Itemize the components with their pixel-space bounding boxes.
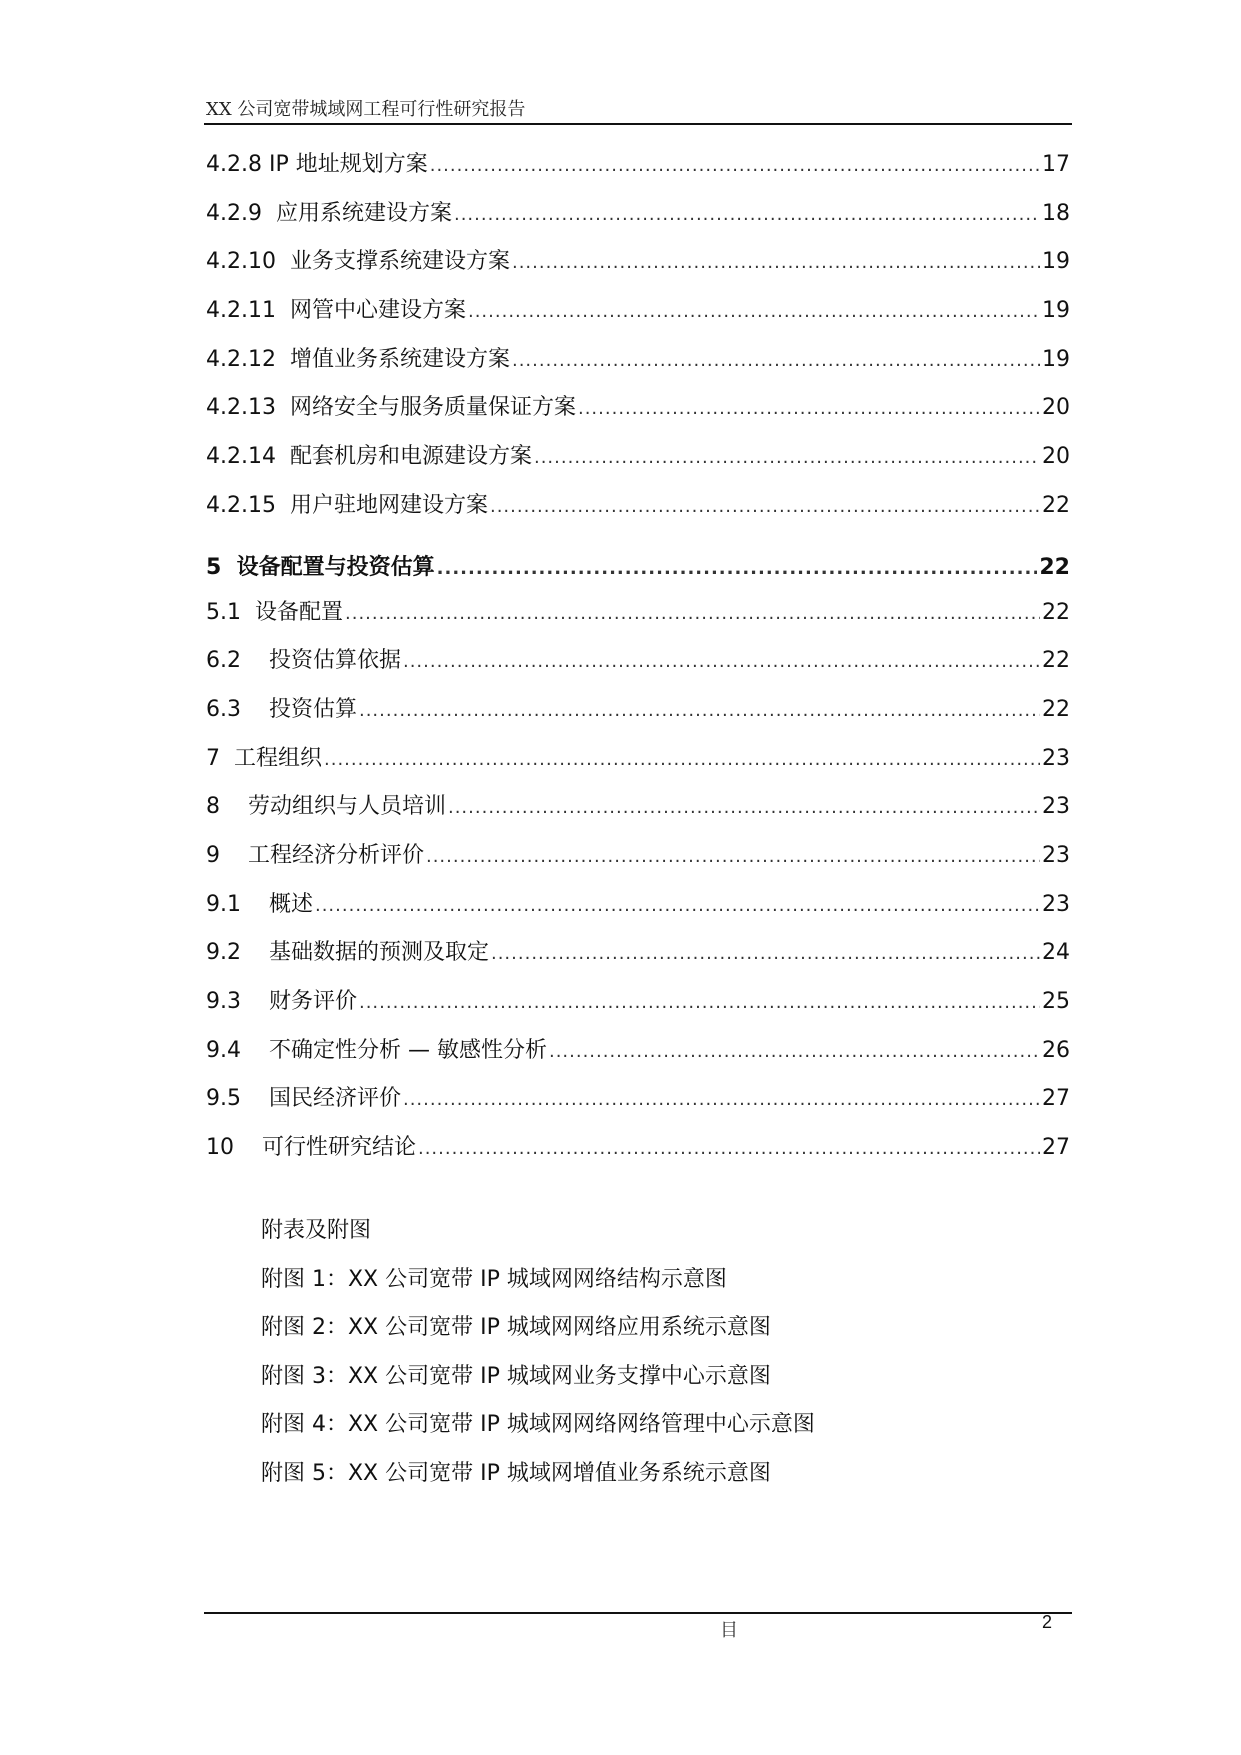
toc-entry[interactable] bbox=[206, 196, 1070, 245]
appendix-heading: 附表及附图 bbox=[261, 1218, 372, 1243]
toc-dot-leader bbox=[430, 155, 1040, 176]
toc-dot-leader bbox=[534, 447, 1040, 468]
toc-entry-page: 24 bbox=[1042, 940, 1070, 966]
header-rule bbox=[204, 123, 1072, 125]
toc-entry-page: 19 bbox=[1042, 249, 1070, 275]
toc-entry-title: 可行性研究结论 bbox=[234, 1135, 416, 1161]
toc-entry[interactable] bbox=[206, 439, 1070, 488]
toc-entry[interactable] bbox=[206, 1081, 1070, 1130]
toc-entry-number: 5 bbox=[206, 554, 222, 580]
toc-dot-leader bbox=[403, 651, 1040, 672]
toc-entry[interactable] bbox=[206, 1033, 1070, 1082]
toc-entry-title: 工程经济分析评价 bbox=[220, 842, 424, 868]
toc-entry-page: 22 bbox=[1042, 696, 1070, 722]
toc-entry-page: 22 bbox=[1042, 492, 1070, 518]
toc-entry-page: 19 bbox=[1042, 298, 1070, 324]
toc-entry-title: 基础数据的预测及取定 bbox=[241, 940, 489, 966]
appendix-list bbox=[261, 1213, 815, 1504]
toc-dot-leader bbox=[359, 700, 1040, 721]
toc-entry[interactable] bbox=[206, 1130, 1070, 1179]
toc-entry[interactable] bbox=[206, 550, 1070, 595]
toc-entry[interactable] bbox=[206, 741, 1070, 790]
toc-entry-title: 投资估算 bbox=[241, 696, 357, 722]
toc-dot-leader bbox=[403, 1089, 1040, 1110]
toc-entry-title: 配套机房和电源建设方案 bbox=[275, 444, 532, 470]
toc-entry-number: 6.3 bbox=[206, 696, 241, 722]
appendix-item[interactable]: 附图 4：XX 公司宽带 IP 城域网网络网络管理中心示意图 bbox=[261, 1412, 815, 1437]
toc-dot-leader bbox=[512, 350, 1040, 371]
toc-entry-title: 投资估算依据 bbox=[241, 648, 401, 674]
toc-entry-page: 27 bbox=[1042, 1135, 1070, 1161]
toc-entry-number: 8 bbox=[206, 794, 220, 820]
toc-entry[interactable] bbox=[206, 692, 1070, 741]
toc-entry-number: 4.2.9 bbox=[206, 200, 262, 226]
toc-entry-number: 6.2 bbox=[206, 648, 241, 674]
toc-entry[interactable] bbox=[206, 147, 1070, 196]
toc-entry-title: 设备配置 bbox=[241, 599, 343, 625]
toc-entry-page: 26 bbox=[1042, 1037, 1070, 1063]
page-header-title: XX 公司宽带城域网工程可行性研究报告 bbox=[206, 99, 526, 120]
appendix-item[interactable]: 附图 5：XX 公司宽带 IP 城域网增值业务系统示意图 bbox=[261, 1460, 771, 1486]
toc-entry-title: 应用系统建设方案 bbox=[261, 200, 452, 226]
toc-entry[interactable] bbox=[206, 789, 1070, 838]
toc-dot-leader bbox=[426, 846, 1040, 867]
toc-entry-page: 18 bbox=[1042, 200, 1070, 226]
appendix-item[interactable]: 附图 2：XX 公司宽带 IP 城域网网络应用系统示意图 bbox=[261, 1315, 771, 1340]
toc-entry-number: 4.2.8 bbox=[206, 152, 262, 177]
toc-dot-leader bbox=[454, 204, 1040, 225]
toc-entry[interactable] bbox=[206, 935, 1070, 984]
toc-entry-number: 9 bbox=[206, 842, 220, 868]
toc-entry-page: 23 bbox=[1042, 794, 1070, 820]
toc-entry-title: 劳动组织与人员培训 bbox=[220, 794, 446, 820]
toc-entry-page: 25 bbox=[1042, 989, 1070, 1014]
toc-entry-page: 23 bbox=[1042, 745, 1070, 771]
toc-dot-leader bbox=[490, 496, 1040, 517]
toc-dot-leader bbox=[468, 301, 1040, 322]
toc-entry-number: 9.2 bbox=[206, 940, 241, 966]
toc-entry-number: 5.1 bbox=[206, 599, 241, 625]
toc-entry-title: 增值业务系统建设方案 bbox=[275, 346, 510, 372]
toc-entry[interactable] bbox=[206, 984, 1070, 1033]
toc-entry-number: 4.2.12 bbox=[206, 346, 276, 372]
toc-entry-title: 国民经济评价 bbox=[241, 1086, 401, 1112]
toc-entry-number: 4.2.11 bbox=[206, 298, 276, 324]
toc-entry-title: 业务支撑系统建设方案 bbox=[275, 249, 510, 275]
footer-rule bbox=[204, 1612, 1072, 1614]
toc-entry-page: 17 bbox=[1042, 152, 1070, 177]
toc-entry-page: 22 bbox=[1039, 554, 1070, 580]
toc-entry-title: 网络安全与服务质量保证方案 bbox=[275, 395, 576, 421]
toc-entry-number: 9.5 bbox=[206, 1086, 241, 1112]
toc-entry-title: 不确定性分析 — 敏感性分析 bbox=[241, 1037, 547, 1063]
toc-entry[interactable] bbox=[206, 643, 1070, 692]
toc-entry[interactable] bbox=[206, 595, 1070, 644]
toc-entry[interactable] bbox=[206, 244, 1070, 293]
toc-entry-number: 10 bbox=[206, 1135, 234, 1161]
toc-entry-title: 网管中心建设方案 bbox=[275, 298, 466, 324]
toc-dot-leader bbox=[491, 943, 1040, 964]
table-of-contents bbox=[206, 147, 1070, 1179]
appendix-item[interactable]: 附图 1：XX 公司宽带 IP 城域网网络结构示意图 bbox=[261, 1266, 727, 1292]
toc-entry-number: 9.4 bbox=[206, 1037, 241, 1063]
toc-entry-page: 23 bbox=[1042, 891, 1070, 917]
toc-entry[interactable] bbox=[206, 838, 1070, 887]
toc-dot-leader bbox=[448, 797, 1040, 818]
toc-entry[interactable] bbox=[206, 293, 1070, 342]
toc-entry[interactable] bbox=[206, 342, 1070, 391]
toc-entry-number: 4.2.13 bbox=[206, 395, 276, 421]
toc-entry-title: IP 地址规划方案 bbox=[261, 152, 428, 177]
toc-entry-number: 9.3 bbox=[206, 989, 241, 1014]
page-number: 2 bbox=[1042, 1612, 1053, 1632]
toc-entry-number: 4.2.14 bbox=[206, 444, 276, 470]
footer-label: 目 bbox=[720, 1620, 738, 1641]
toc-entry[interactable] bbox=[206, 488, 1070, 537]
toc-entry-title: 工程组织 bbox=[220, 745, 322, 771]
toc-dot-leader bbox=[512, 252, 1040, 273]
toc-entry-page: 20 bbox=[1042, 395, 1070, 421]
toc-entry-number: 4.2.10 bbox=[206, 249, 276, 275]
toc-entry-number: 7 bbox=[206, 745, 220, 771]
toc-entry-page: 22 bbox=[1042, 648, 1070, 674]
toc-entry-title: 设备配置与投资估算 bbox=[221, 554, 435, 580]
toc-dot-leader bbox=[315, 895, 1040, 916]
toc-entry-page: 27 bbox=[1042, 1086, 1070, 1112]
toc-dot-leader bbox=[578, 398, 1040, 419]
toc-dot-leader bbox=[418, 1138, 1040, 1159]
toc-dot-leader bbox=[359, 992, 1040, 1013]
toc-dot-leader bbox=[345, 603, 1040, 624]
toc-entry-page: 23 bbox=[1042, 842, 1070, 868]
toc-entry-number: 4.2.15 bbox=[206, 492, 276, 518]
toc-entry[interactable] bbox=[206, 390, 1070, 439]
toc-entry-number: 9.1 bbox=[206, 891, 241, 917]
toc-dot-leader bbox=[324, 749, 1040, 770]
toc-entry-title: 概述 bbox=[241, 891, 313, 917]
appendix-item[interactable]: 附图 3：XX 公司宽带 IP 城域网业务支撑中心示意图 bbox=[261, 1363, 771, 1389]
toc-dot-leader bbox=[549, 1041, 1040, 1062]
toc-entry-page: 22 bbox=[1042, 599, 1070, 625]
toc-entry-title: 用户驻地网建设方案 bbox=[275, 492, 488, 518]
toc-entry-page: 19 bbox=[1042, 346, 1070, 372]
toc-entry-page: 20 bbox=[1042, 444, 1070, 470]
toc-entry[interactable] bbox=[206, 887, 1070, 936]
toc-dot-leader bbox=[437, 558, 1038, 579]
toc-entry-title: 财务评价 bbox=[241, 989, 357, 1014]
